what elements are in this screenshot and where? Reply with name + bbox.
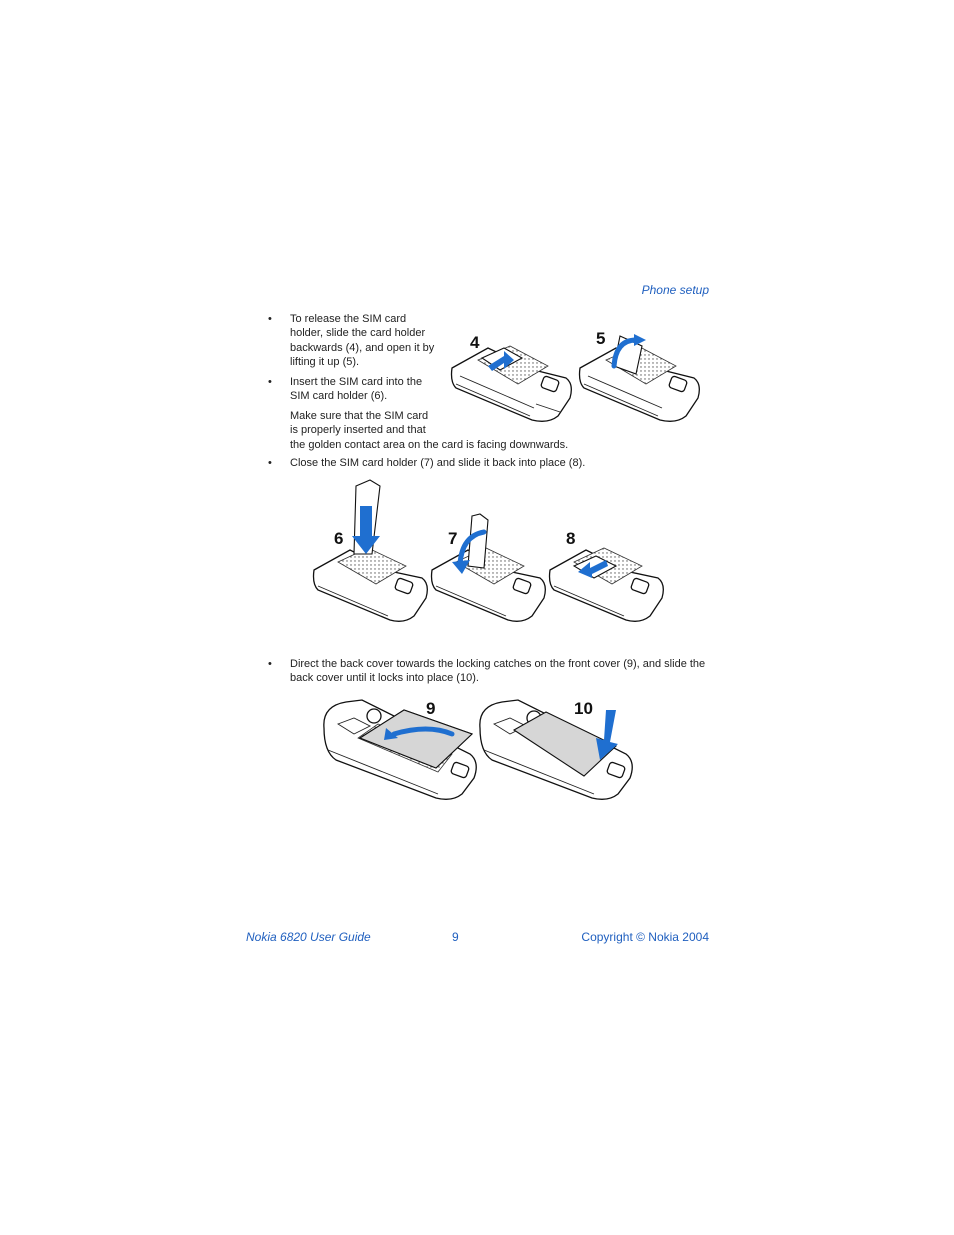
bullet-2-note-line-3: the golden contact area on the card is facing downwards. bbox=[290, 438, 569, 451]
bullet-1-line-4: lifting it up (5). bbox=[290, 355, 360, 368]
bullet-1-text bbox=[290, 312, 450, 369]
figure-step-7 bbox=[428, 476, 548, 626]
bullet-2-text bbox=[290, 375, 450, 404]
bullet-2-note-line-1: Make sure that the SIM card bbox=[290, 410, 429, 422]
bullet-2-line-2: SIM card holder (6). bbox=[290, 390, 388, 403]
bullet-1-dot: • bbox=[268, 313, 272, 325]
figure-step-6 bbox=[310, 476, 430, 626]
step-label-9: 9 bbox=[426, 699, 436, 718]
step-label-7: 7 bbox=[448, 529, 458, 548]
step-label-4: 4 bbox=[470, 333, 480, 352]
bullet-2-line-1: Insert the SIM card into the bbox=[290, 376, 423, 388]
bullet-4-line-2: back cover until it locks into place (10). bbox=[290, 672, 479, 685]
bullet-1-line-3: backwards (4), and open it by bbox=[290, 341, 435, 354]
step-label-10: 10 bbox=[574, 699, 593, 718]
figure-step-8 bbox=[546, 476, 666, 626]
figure-step-10 bbox=[474, 694, 638, 806]
bullet-2-dot: • bbox=[268, 376, 272, 388]
figure-step-5 bbox=[576, 326, 704, 426]
bullet-1-line-1: To release the SIM card bbox=[290, 313, 407, 325]
bullet-4-line-1: Direct the back cover towards the locking catches on the front cover (9), and slide the bbox=[290, 658, 706, 670]
bullet-3-text: Close the SIM card holder (7) and slide it back into place (8). bbox=[290, 457, 586, 469]
figure-step-4 bbox=[448, 326, 576, 426]
bullet-1-line-2: holder, slide the card holder bbox=[290, 327, 426, 340]
bullet-3-dot: • bbox=[268, 457, 272, 469]
footer-page-number: 9 bbox=[452, 930, 459, 944]
footer-copyright: Copyright © Nokia 2004 bbox=[581, 930, 709, 944]
curved-arrow-icon bbox=[634, 334, 646, 346]
bullet-4-text bbox=[290, 657, 720, 686]
figure-step-9 bbox=[318, 694, 482, 806]
bullet-4-dot: • bbox=[268, 658, 272, 670]
footer-guide-title: Nokia 6820 User Guide bbox=[246, 930, 371, 944]
step-label-8: 8 bbox=[566, 529, 576, 548]
step-label-6: 6 bbox=[334, 529, 344, 548]
page-header: Phone setup bbox=[641, 283, 709, 297]
step-label-5: 5 bbox=[596, 329, 606, 348]
bullet-2-note-line-2: is properly inserted and that bbox=[290, 424, 426, 437]
